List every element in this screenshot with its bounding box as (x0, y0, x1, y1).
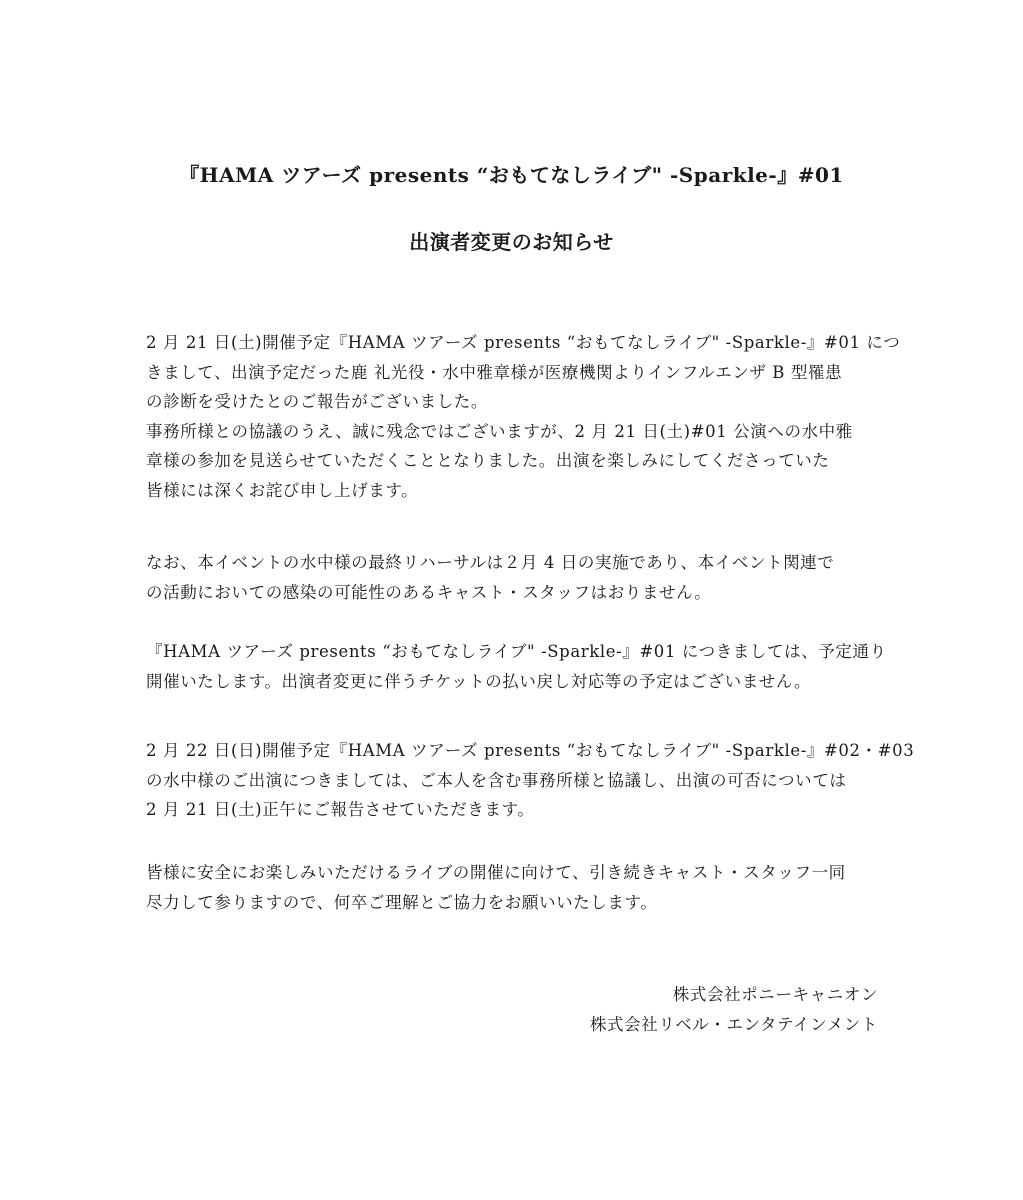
paragraph-event-status (146, 637, 886, 696)
paragraph-line: 尽力して参りますので、何卒ご理解とご協力をお願いいたします。 (146, 892, 658, 912)
paragraph-line: 2 月 22 日(日)開催予定『HAMA ツアーズ presents “おもてなしライブ" -Sparkle-』#02・#03 (146, 741, 915, 760)
paragraph-line: なお、本イベントの水中様の最終リハーサルは２月 4 日の実施であり、本イベント関連で (146, 553, 835, 572)
paragraph-line: 『HAMA ツアーズ presents “おもてなしライブ" -Sparkle-』#01 につきましては、予定通り (146, 642, 887, 661)
paragraph-line: 章様の参加を見送らせていただくこととなりました。出演を楽しみにしてくださっていた (146, 451, 830, 470)
paragraph-line: 皆様に安全にお楽しみいただけるライブの開催に向けて、引き続きキャスト・スタッフ一同 (146, 863, 846, 882)
paragraph-line: 開催いたします。出演者変更に伴うチケットの払い戻し対応等の予定はございません。 (146, 671, 812, 691)
paragraph-line: 事務所様との協議のうえ、誠に残念ではございますが、2 月 21 日(土)#01 公演への水中雅 (146, 421, 853, 441)
paragraph-line: 2 月 21 日(土)正午にご報告させていただきます。 (146, 800, 535, 819)
page-title: 『HAMA ツアーズ presents “おもてなしライブ" -Sparkle-』#01 (179, 163, 844, 187)
paragraph-line: 2 月 21 日(土)開催予定『HAMA ツアーズ presents “おもてなしライブ" -Sparkle-』#01 につ (146, 333, 901, 352)
page-subtitle: 出演者変更のお知らせ (409, 230, 614, 254)
paragraph-followup-events (146, 736, 915, 825)
paragraph-line: 皆様には深くお詫び申し上げます。 (146, 480, 419, 500)
signature-company: 株式会社リベル・エンタテインメント (589, 1014, 878, 1034)
paragraph-line: の活動においての感染の可能性のあるキャスト・スタッフはおりません。 (146, 582, 712, 602)
paragraph-line: の診断を受けたとのご報告がございました。 (146, 392, 488, 411)
paragraph-announcement (146, 328, 901, 505)
paragraph-rehearsal-note (146, 548, 886, 607)
paragraph-line: きまして、出演予定だった鹿 礼光役・水中雅章様が医療機関よりインフルエンザ B 型罹患 (146, 362, 843, 382)
paragraph-line: の水中様のご出演につきましては、ご本人を含む事務所様と協議し、出演の可否については (146, 770, 847, 790)
paragraph-closing (146, 858, 886, 917)
signature-company: 株式会社ポニーキャニオン (672, 985, 878, 1004)
signature-block (590, 980, 878, 1039)
